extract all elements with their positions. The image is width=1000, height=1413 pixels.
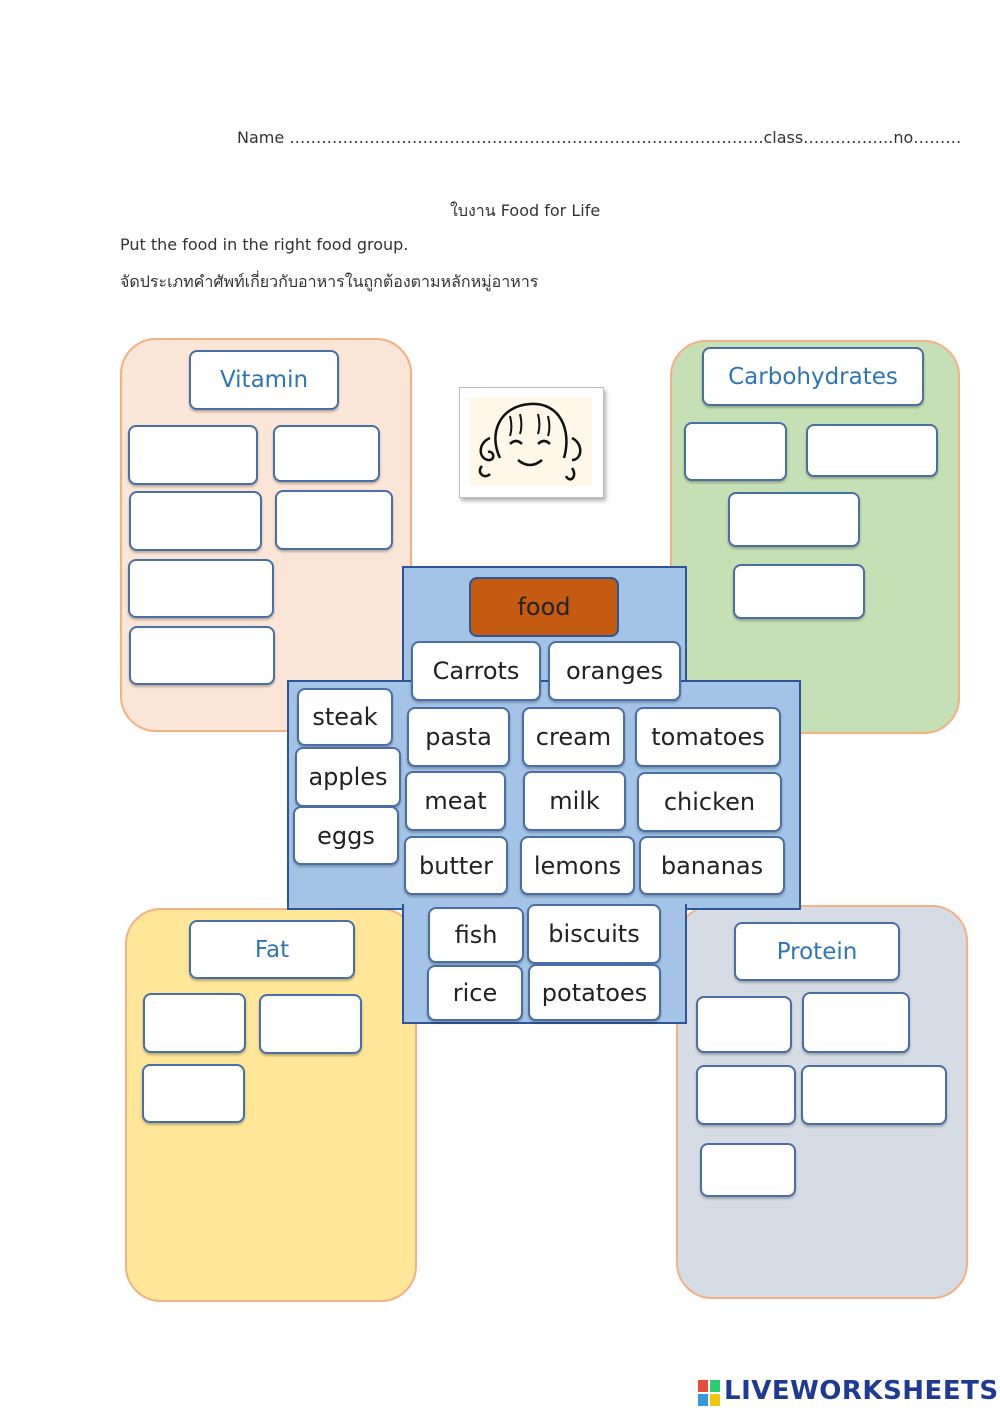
girl-face-icon <box>460 388 603 497</box>
word-apples[interactable]: apples <box>295 747 401 807</box>
word-butter[interactable]: butter <box>404 836 508 895</box>
protein-drop-slot-3[interactable] <box>696 1065 796 1125</box>
word-potatoes[interactable]: potatoes <box>528 964 661 1021</box>
protein-drop-slot-5[interactable] <box>700 1143 796 1197</box>
word-milk[interactable]: milk <box>523 771 626 831</box>
vitamin-drop-slot-6[interactable] <box>129 626 275 685</box>
fat-drop-slot-1[interactable] <box>143 993 246 1053</box>
word-bananas[interactable]: bananas <box>639 836 785 895</box>
food-title: food <box>469 577 619 637</box>
word-eggs[interactable]: eggs <box>293 806 399 865</box>
word-tomatoes[interactable]: tomatoes <box>635 707 781 767</box>
word-meat[interactable]: meat <box>405 771 506 831</box>
word-oranges[interactable]: oranges <box>548 641 681 701</box>
name-line: Name ……………………………………………………………………………..class……………..no……… <box>237 128 962 147</box>
liveworksheets-brand: LIVEWORKSHEETS <box>724 1376 999 1406</box>
vitamin-drop-slot-2[interactable] <box>273 425 380 482</box>
instruction-thai: จัดประเภทคำศัพท์เกี่ยวกับอาหารในถูกต้องตามหลักหมู่อาหาร <box>120 272 539 291</box>
instruction-english: Put the food in the right food group. <box>120 235 409 254</box>
carbohydrates-drop-slot-1[interactable] <box>684 422 787 481</box>
vitamin-drop-slot-1[interactable] <box>128 425 258 485</box>
protein-drop-slot-1[interactable] <box>696 996 792 1053</box>
vitamin-drop-slot-4[interactable] <box>275 490 393 550</box>
girl-face-picture <box>459 387 604 498</box>
protein-drop-slot-2[interactable] <box>802 992 910 1053</box>
fat-title: Fat <box>189 920 355 979</box>
word-cream[interactable]: cream <box>522 707 625 767</box>
word-chicken[interactable]: chicken <box>637 772 782 832</box>
liveworksheets-logo-icon <box>698 1380 720 1406</box>
word-lemons[interactable]: lemons <box>520 836 635 895</box>
word-biscuits[interactable]: biscuits <box>527 904 661 964</box>
carbohydrates-drop-slot-2[interactable] <box>806 424 938 477</box>
word-fish[interactable]: fish <box>428 907 524 963</box>
carbohydrates-title: Carbohydrates <box>702 347 924 406</box>
word-rice[interactable]: rice <box>427 965 523 1021</box>
word-pasta[interactable]: pasta <box>407 707 510 767</box>
fat-drop-slot-3[interactable] <box>142 1064 245 1123</box>
sheet-title: ใบงาน Food for Life <box>450 201 601 220</box>
fat-drop-slot-2[interactable] <box>259 994 362 1054</box>
vitamin-drop-slot-3[interactable] <box>129 491 262 551</box>
protein-drop-slot-4[interactable] <box>801 1065 947 1125</box>
vitamin-title: Vitamin <box>189 350 339 410</box>
protein-title: Protein <box>734 922 900 981</box>
carbohydrates-drop-slot-4[interactable] <box>733 564 865 619</box>
vitamin-drop-slot-5[interactable] <box>128 559 274 618</box>
carbohydrates-drop-slot-3[interactable] <box>728 492 860 547</box>
word-steak[interactable]: steak <box>297 688 393 746</box>
word-carrots[interactable]: Carrots <box>411 641 541 701</box>
